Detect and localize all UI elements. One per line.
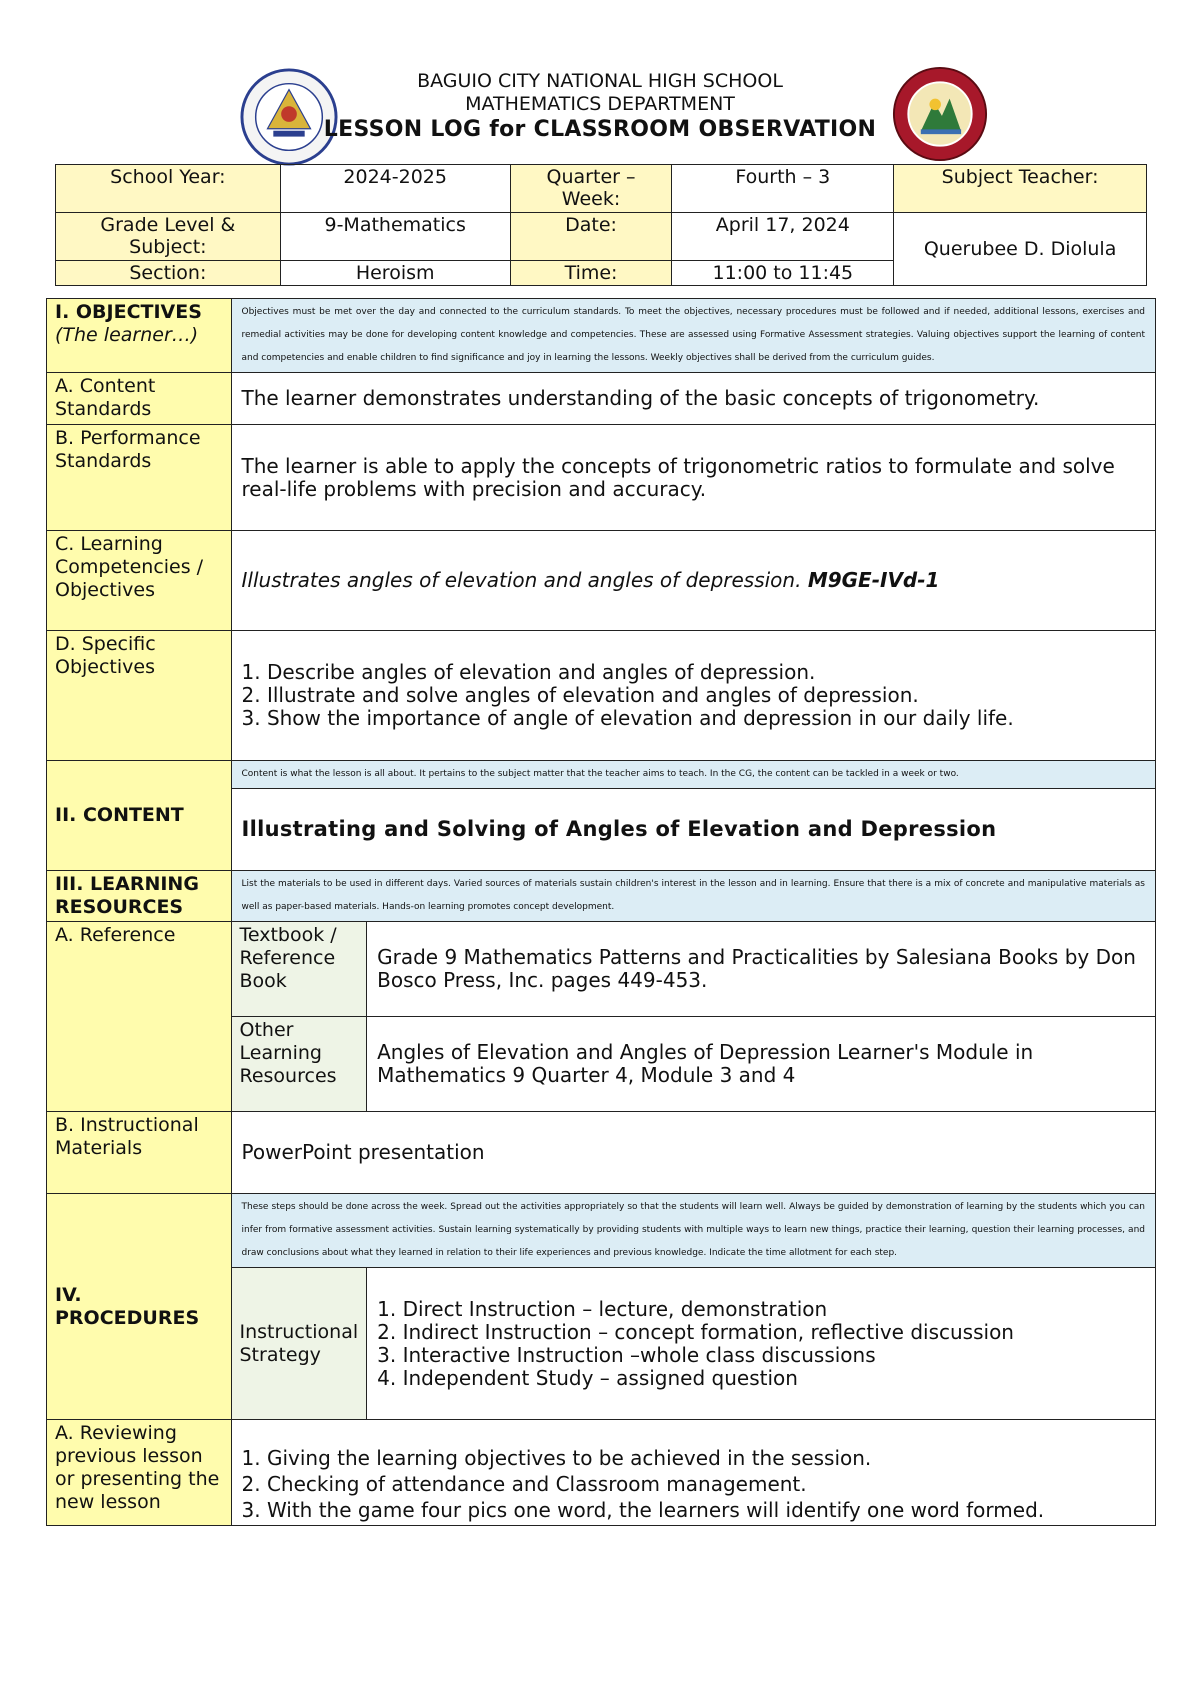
review-item: 1. Giving the learning objectives to be achieved in the session. [241, 1446, 872, 1470]
strategy-list [367, 1268, 1156, 1420]
performance-standards-label: B. Performance Standards [47, 425, 232, 531]
quarter-value: Fourth – 3 [672, 165, 894, 213]
content-note: Content is what the lesson is all about. It pertains to the subject matter that the teacher aims to teach. In the CG, the content can be tackled in a week or two. [231, 761, 1156, 789]
time-label: Time: [510, 261, 672, 286]
objectives-heading [47, 299, 232, 373]
procedures-heading: IV. PROCEDURES [47, 1194, 232, 1420]
content-standards-label: A. Content Standards [47, 373, 232, 425]
resources-note: List the materials to be used in different days. Varied sources of materials sustain children's interest in the lesson and in learning. Ensure that there is a mix of concrete and manipulative materials as well as paper-based materials. Hands-on learning promotes concept development. [231, 871, 1156, 922]
materials-text: PowerPoint presentation [231, 1112, 1156, 1194]
resources-heading: III. LEARNING RESOURCES [47, 871, 232, 922]
content-text: Illustrating and Solving of Angles of Elevation and Depression [231, 789, 1156, 871]
performance-standards-text: The learner is able to apply the concepts of trigonometric ratios to formulate and solve real-life problems with precision and accuracy. [231, 425, 1156, 531]
strategy-label: Instructional Strategy [231, 1268, 367, 1420]
textbook-text: Grade 9 Mathematics Patterns and Practicalities by Salesiana Books by Don Bosco Press, Inc. pages 449-453. [367, 922, 1156, 1017]
grade-label: Grade Level & Subject: [56, 213, 281, 261]
strategy-item: 1. Direct Instruction – lecture, demonstration [377, 1296, 828, 1321]
objectives-note: Objectives must be met over the day and connected to the curriculum standards. To meet the objectives, necessary procedures must be followed and if needed, additional lessons, exercises and remedial activities may be done for developing content knowledge and competencies. These are assessed using Formative Assessment strategies. Valuing objectives support the learning of content and competencies and enable children to find significance and joy in learning the lessons. Weekly objectives shall be derived from the curriculum guides. [231, 299, 1156, 373]
competencies-cell [231, 531, 1156, 631]
section-value: Heroism [280, 261, 510, 286]
materials-label: B. Instructional Materials [47, 1112, 232, 1194]
textbook-label: Textbook / Reference Book [231, 922, 367, 1017]
grade-value: 9-Mathematics [280, 213, 510, 261]
specific-objective: 1. Describe angles of elevation and angles of depression. [241, 660, 816, 684]
teacher-label: Subject Teacher: [894, 165, 1147, 213]
school-name: BAGUIO CITY NATIONAL HIGH SCHOOL [417, 70, 783, 92]
reference-label: A. Reference [47, 922, 232, 1112]
specific-objectives-list [231, 631, 1156, 761]
department-name: MATHEMATICS DEPARTMENT [465, 93, 735, 115]
competencies-code: M9GE-IVd-1 [807, 568, 940, 592]
time-value: 11:00 to 11:45 [672, 261, 894, 286]
specific-objective: 2. Illustrate and solve angles of elevation and angles of depression. [241, 683, 919, 707]
teacher-value: Querubee D. Diolula [894, 213, 1147, 286]
review-item: 2. Checking of attendance and Classroom management. [241, 1472, 807, 1496]
review-list [231, 1420, 1156, 1526]
other-resources-text: Angles of Elevation and Angles of Depression Learner's Module in Mathematics 9 Quarter 4, Module 3 and 4 [367, 1017, 1156, 1112]
school-year-label: School Year: [56, 165, 281, 213]
lesson-log-table [46, 298, 1156, 1526]
strategy-item: 2. Indirect Instruction – concept formation, reflective discussion [377, 1319, 1014, 1344]
specific-objectives-label: D. Specific Objectives [47, 631, 232, 761]
document-title: LESSON LOG for CLASSROOM OBSERVATION [323, 117, 877, 142]
date-label: Date: [510, 213, 672, 261]
strategy-item: 4. Independent Study – assigned question [377, 1365, 798, 1390]
content-heading: II. CONTENT [47, 761, 232, 871]
other-resources-label: Other Learning Resources [231, 1017, 367, 1112]
competencies-text: Illustrates angles of elevation and angles of depression. [241, 568, 802, 592]
date-value: April 17, 2024 [672, 213, 894, 261]
competencies-label: C. Learning Competencies / Objectives [47, 531, 232, 631]
procedures-note: These steps should be done across the week. Spread out the activities appropriately so that the students will learn well. Always be guided by demonstration of learning by the students which you can infer from formative assessment activities. Sustain learning systematically by providing students with multiple ways to learn new things, practice their learning, question their learning processes, and draw conclusions about what they learned in relation to their life experiences and previous knowledge. Indicate the time allotment for each step. [231, 1194, 1156, 1268]
objectives-title: I. OBJECTIVES [55, 301, 202, 323]
objectives-subtitle: (The learner…) [55, 324, 199, 346]
review-label: A. Reviewing previous lesson or presenting the new lesson [47, 1420, 232, 1526]
review-item: 3. With the game four pics one word, the learners will identify one word formed. [241, 1498, 1045, 1522]
specific-objective: 3. Show the importance of angle of elevation and depression in our daily life. [241, 706, 1014, 730]
content-standards-text: The learner demonstrates understanding of the basic concepts of trigonometry. [231, 373, 1156, 425]
document-header [0, 70, 1200, 144]
quarter-label: Quarter – Week: [510, 165, 672, 213]
lesson-info-table [55, 164, 1147, 286]
strategy-item: 3. Interactive Instruction –whole class discussions [377, 1342, 876, 1367]
school-year-value: 2024-2025 [280, 165, 510, 213]
section-label: Section: [56, 261, 281, 286]
